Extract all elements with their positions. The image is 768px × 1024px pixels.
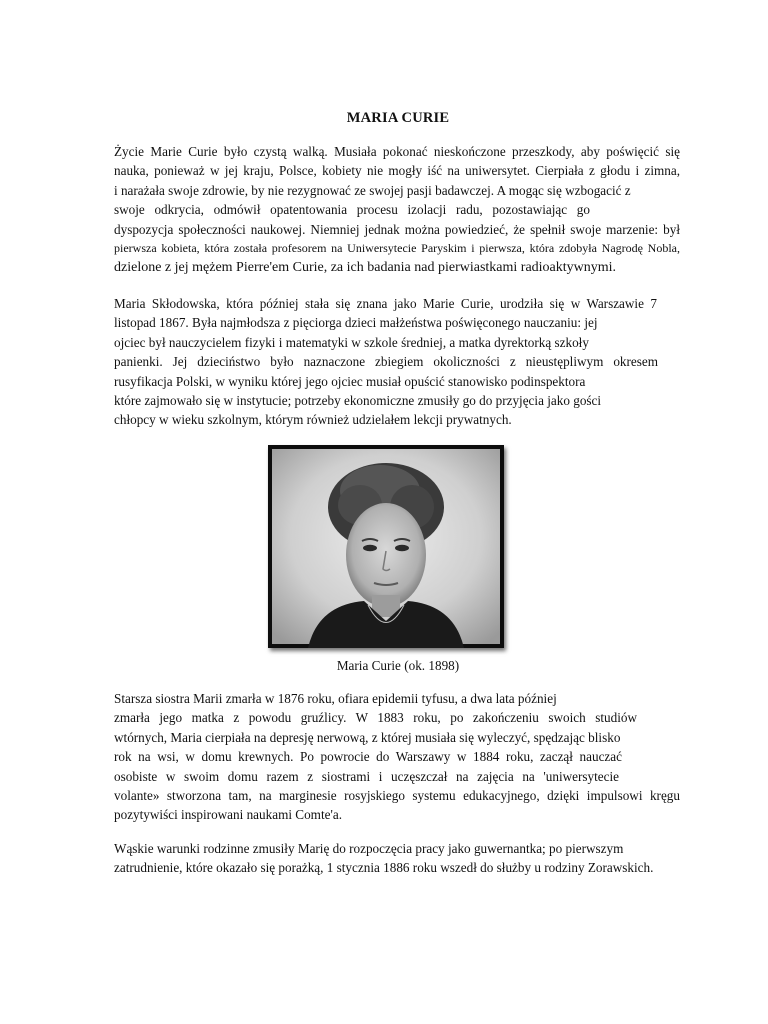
text-line: pierwsza kobieta, która została profesorem na Uniwersytecie Paryskim i pierwsza, która zdobyła Nagrodę Nobla, <box>114 240 680 255</box>
text-line: ojciec był nauczycielem fizyki i matematyki w szkole średniej, a matka dyrektorką szkoły <box>114 334 589 350</box>
text-line: chłopcy w wieku szkolnym, którym również udzielałem lekcji prywatnych. <box>114 412 512 428</box>
text-line: nauka, ponieważ w jej kraju, Polsce, kobiety nie mogły iść na uniwersytet. Cierpiała z głodu i zimna, <box>114 163 680 179</box>
text-line: volante» stworzona tam, na marginesie rosyjskiego systemu edukacyjnego, dzięki impulsowi kręgu <box>114 787 680 803</box>
text-line: Wąskie warunki rodzinne zmusiły Marię do rozpoczęcia pracy jako guwernantka; po pierwszym <box>114 841 624 856</box>
portrait-photo <box>268 445 504 648</box>
text-line: zmarła jego matka z powodu gruźlicy. W 1883 roku, po zakończeniu swoich studiów <box>114 710 637 726</box>
text-line: Starsza siostra Marii zmarła w 1876 roku, ofiara epidemii tyfusu, a dwa lata później <box>114 691 557 706</box>
text-line: rok na wsi, w domu krewnych. Po powrocie do Warszawy w 1884 roku, zaczął nauczać <box>114 749 622 765</box>
text-line: które zajmowało się w instytucie; potrzeby ekonomiczne zmusiły go do przyjęcia jako gości <box>114 392 602 408</box>
photo-caption: Maria Curie (ok. 1898) <box>336 658 460 673</box>
text-line: i narażała swoje zdrowie, by nie rezygnować ze swojej pasji badawczej. A mogąc się wzbogacić z <box>114 182 631 198</box>
text-line: dzielone z jej mężem Pierre'em Curie, za ich badania nad pierwiastkami radioaktywnymi. <box>114 260 617 276</box>
text-line: swoje odkrycia, odmówił opatentowania procesu izolacji radu, pozostawiając go <box>114 202 590 218</box>
text-line: rusyfikacja Polski, w wyniku której jego ojciec musiał opuścić stanowisko podinspektora <box>114 373 586 389</box>
document-title: MARIA CURIE <box>346 110 450 126</box>
text-line: wtórnych, Maria cierpiała na depresję nerwową, z której musiała się wyleczyć, spędzając blisko <box>114 729 621 745</box>
text-line: Życie Marie Curie było czystą walką. Musiała pokonać nieskończone przeszkody, aby poświęcić się <box>114 144 680 159</box>
paragraph-3 <box>114 689 680 825</box>
text-line: osobiste w swoim domu razem z siostrami i uczęszczał na zajęcia na 'uniwersytecie <box>114 768 619 784</box>
paragraph-4 <box>114 839 680 878</box>
text-line: panienki. Jej dzieciństwo było naznaczone zbiegiem okoliczności z nieustępliwym okresem <box>114 354 658 370</box>
text-line: pozytywiści inspirowani naukami Comte'a. <box>114 807 342 823</box>
text-line: listopad 1867. Była najmłodsza z pięciorga dzieci małżeństwa poświęconego nauczaniu: jej <box>114 315 598 331</box>
text-line: dyspozycja społeczności naukowej. Niemniej jednak można powiedzieć, że spełnił swoje marzenie: był <box>114 221 680 237</box>
text-line: zatrudnienie, które okazało się porażką, 1 stycznia 1886 roku wszedł do służby u rodziny Zorawskich. <box>114 860 654 876</box>
paragraph-2 <box>114 294 680 430</box>
paragraph-1 <box>114 142 680 278</box>
text-line: Maria Skłodowska, która później stała się znana jako Marie Curie, urodziła się w Warszawie 7 <box>114 296 657 311</box>
